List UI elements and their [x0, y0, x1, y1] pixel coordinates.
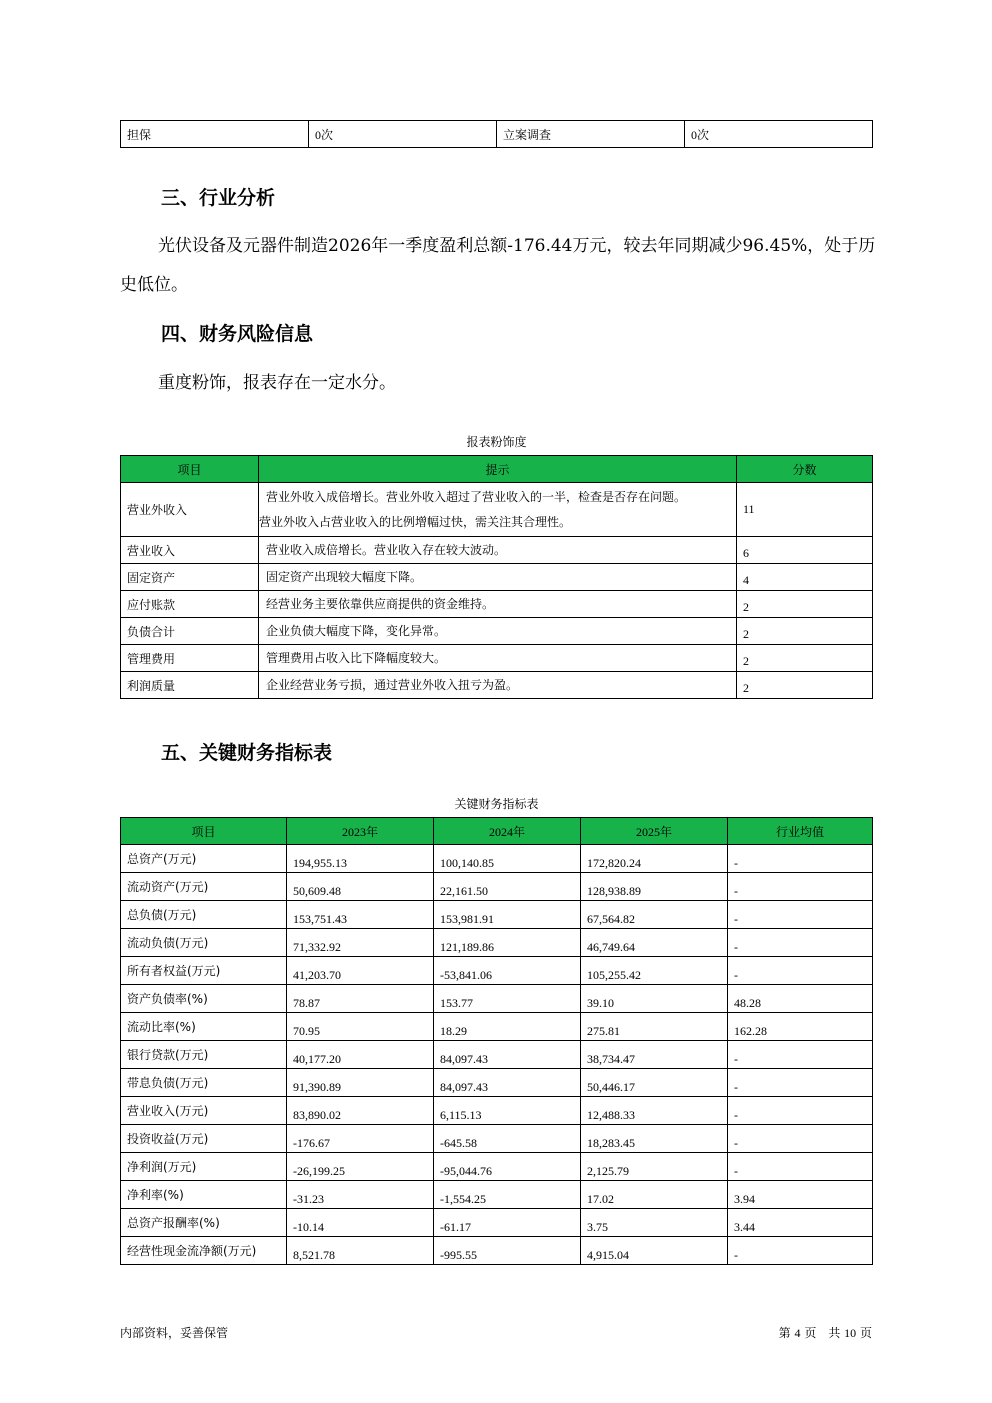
- table-row: [121, 929, 873, 957]
- kpi-value: 3.94: [728, 1181, 873, 1209]
- table-row: [121, 901, 873, 929]
- kpi-table-body: [121, 845, 873, 1265]
- kpi-value: -: [728, 1069, 873, 1097]
- kpi-value: -: [728, 901, 873, 929]
- kpi-value: 4,915.04: [581, 1237, 728, 1265]
- table-row: [121, 957, 873, 985]
- kpi-value: 6,115.13: [434, 1097, 581, 1125]
- kpi-value: 172,820.24: [581, 845, 728, 873]
- kpi-item-label: 银行贷款(万元): [121, 1041, 287, 1069]
- kpi-value: 162.28: [728, 1013, 873, 1041]
- kpi-value: -: [728, 1125, 873, 1153]
- table-row: [121, 1181, 873, 1209]
- kpi-value: 38,734.47: [581, 1041, 728, 1069]
- table-row: [121, 1125, 873, 1153]
- kpi-value: 70.95: [287, 1013, 434, 1041]
- risk-table: [120, 455, 873, 699]
- kpi-value: 78.87: [287, 985, 434, 1013]
- risk-hint-line: 企业负债大幅度下降，变化异常。: [266, 623, 447, 638]
- table-row: [121, 537, 873, 564]
- kpi-value: 128,938.89: [581, 873, 728, 901]
- risk-score: 4: [737, 564, 873, 591]
- kpi-value: 194,955.13: [287, 845, 434, 873]
- kpi-value: -176.67: [287, 1125, 434, 1153]
- kpi-value: -: [728, 1041, 873, 1069]
- table-row: [121, 591, 873, 618]
- risk-hint-line: 营业收入成倍增长。营业收入存在较大波动。: [266, 542, 507, 557]
- risk-hint-line: 固定资产出现较大幅度下降。: [266, 569, 423, 584]
- kpi-item-label: 经营性现金流净额(万元): [121, 1237, 287, 1265]
- risk-item: 管理费用: [121, 645, 259, 672]
- kpi-value: 46,749.64: [581, 929, 728, 957]
- table-row: [121, 564, 873, 591]
- risk-hint: [259, 591, 737, 618]
- kpi-value: 84,097.43: [434, 1041, 581, 1069]
- investigation-label: 立案调查: [497, 121, 685, 148]
- risk-hint: [259, 537, 737, 564]
- footer-confidential-note: 内部资料，妥善保管: [120, 1326, 229, 1340]
- kpi-value: -26,199.25: [287, 1153, 434, 1181]
- kpi-value: 153,751.43: [287, 901, 434, 929]
- table-row: [121, 1041, 873, 1069]
- table-row: [121, 1237, 873, 1265]
- kpi-value: 41,203.70: [287, 957, 434, 985]
- kpi-value: -31.23: [287, 1181, 434, 1209]
- investigation-value: 0次: [685, 121, 873, 148]
- column-header: 项目: [121, 456, 259, 483]
- kpi-value: 50,446.17: [581, 1069, 728, 1097]
- column-header: 分数: [737, 456, 873, 483]
- risk-item: 营业收入: [121, 537, 259, 564]
- kpi-value: 105,255.42: [581, 957, 728, 985]
- risk-hint: [259, 483, 737, 537]
- kpi-value: 121,189.86: [434, 929, 581, 957]
- kpi-item-label: 流动负债(万元): [121, 929, 287, 957]
- risk-hint-line: 企业经营业务亏损，通过营业外收入扭亏为盈。: [266, 677, 519, 692]
- guarantee-value: 0次: [309, 121, 497, 148]
- footer-page-number: [779, 1326, 872, 1340]
- table-row: [121, 645, 873, 672]
- page-mid: 页 共: [804, 1326, 841, 1340]
- risk-score: 6: [737, 537, 873, 564]
- kpi-item-label: 总负债(万元): [121, 901, 287, 929]
- kpi-value: 22,161.50: [434, 873, 581, 901]
- kpi-value: 50,609.48: [287, 873, 434, 901]
- kpi-table: [120, 817, 873, 1265]
- kpi-value: -61.17: [434, 1209, 581, 1237]
- risk-item: 营业外收入: [121, 483, 259, 537]
- kpi-value: -: [728, 873, 873, 901]
- kpi-item-label: 净利率(%): [121, 1181, 287, 1209]
- kpi-value: 17.02: [581, 1181, 728, 1209]
- kpi-value: -1,554.25: [434, 1181, 581, 1209]
- kpi-value: 71,332.92: [287, 929, 434, 957]
- guarantee-table: [120, 120, 873, 148]
- kpi-value: 12,488.33: [581, 1097, 728, 1125]
- risk-hint: [259, 645, 737, 672]
- table-row: [121, 1153, 873, 1181]
- kpi-value: 100,140.85: [434, 845, 581, 873]
- kpi-value: -: [728, 1097, 873, 1125]
- kpi-value: 153.77: [434, 985, 581, 1013]
- kpi-value: 48.28: [728, 985, 873, 1013]
- kpi-value: -: [728, 845, 873, 873]
- kpi-item-label: 流动资产(万元): [121, 873, 287, 901]
- kpi-value: 83,890.02: [287, 1097, 434, 1125]
- risk-score: 11: [737, 483, 873, 537]
- table-row: [121, 1209, 873, 1237]
- risk-paragraph: 重度粉饰，报表存在一定水分。: [158, 373, 396, 393]
- table-row: [121, 618, 873, 645]
- risk-score: 2: [737, 591, 873, 618]
- risk-hint-line: 管理费用占收入比下降幅度较大。: [266, 650, 447, 665]
- kpi-item-label: 总资产(万元): [121, 845, 287, 873]
- risk-table-caption: 报表粉饰度: [466, 435, 527, 449]
- risk-hint: [259, 618, 737, 645]
- risk-score: 2: [737, 672, 873, 699]
- kpi-item-label: 带息负债(万元): [121, 1069, 287, 1097]
- kpi-value: 3.75: [581, 1209, 728, 1237]
- kpi-table-caption: 关键财务指标表: [454, 797, 539, 811]
- page-suffix: 页: [859, 1326, 872, 1340]
- kpi-value: 275.81: [581, 1013, 728, 1041]
- section-heading-industry: 三、行业分析: [161, 187, 276, 209]
- guarantee-label: 担保: [121, 121, 309, 148]
- kpi-value: -: [728, 929, 873, 957]
- kpi-value: -: [728, 957, 873, 985]
- kpi-item-label: 所有者权益(万元): [121, 957, 287, 985]
- column-header: 行业均值: [728, 818, 873, 845]
- kpi-value: -995.55: [434, 1237, 581, 1265]
- table-row: [121, 121, 873, 148]
- kpi-value: 18,283.45: [581, 1125, 728, 1153]
- column-header: 项目: [121, 818, 287, 845]
- kpi-value: -10.14: [287, 1209, 434, 1237]
- risk-score: 2: [737, 618, 873, 645]
- kpi-value: 153,981.91: [434, 901, 581, 929]
- industry-paragraph: 光伏设备及元器件制造2026年一季度盈利总额-176.44万元，较去年同期减少96.45%，处于历史低位。: [120, 236, 876, 295]
- table-header-row: [121, 456, 873, 483]
- risk-item: 应付账款: [121, 591, 259, 618]
- risk-item: 固定资产: [121, 564, 259, 591]
- table-header-row: [121, 818, 873, 845]
- kpi-item-label: 投资收益(万元): [121, 1125, 287, 1153]
- table-row: [121, 1097, 873, 1125]
- column-header: 2024年: [434, 818, 581, 845]
- kpi-value: -53,841.06: [434, 957, 581, 985]
- risk-hint: [259, 672, 737, 699]
- kpi-value: -: [728, 1153, 873, 1181]
- kpi-value: -: [728, 1237, 873, 1265]
- kpi-item-label: 流动比率(%): [121, 1013, 287, 1041]
- risk-hint: [259, 564, 737, 591]
- risk-item: 利润质量: [121, 672, 259, 699]
- column-header: 2023年: [287, 818, 434, 845]
- table-row: [121, 985, 873, 1013]
- kpi-value: 18.29: [434, 1013, 581, 1041]
- page-total: 10: [844, 1326, 857, 1340]
- kpi-value: 84,097.43: [434, 1069, 581, 1097]
- page-prefix: 第: [778, 1326, 791, 1340]
- kpi-item-label: 总资产报酬率(%): [121, 1209, 287, 1237]
- kpi-value: 3.44: [728, 1209, 873, 1237]
- kpi-value: 67,564.82: [581, 901, 728, 929]
- column-header: 2025年: [581, 818, 728, 845]
- kpi-value: 91,390.89: [287, 1069, 434, 1097]
- risk-score: 2: [737, 645, 873, 672]
- risk-item: 负债合计: [121, 618, 259, 645]
- table-row: [121, 873, 873, 901]
- risk-hint-line: 营业外收入成倍增长。营业外收入超过了营业收入的一半，检查是否存在问题。: [266, 489, 687, 504]
- table-row: [121, 483, 873, 537]
- kpi-value: 40,177.20: [287, 1041, 434, 1069]
- kpi-item-label: 营业收入(万元): [121, 1097, 287, 1125]
- table-row: [121, 1013, 873, 1041]
- table-row: [121, 672, 873, 699]
- risk-hint-line: 经营业务主要依靠供应商提供的资金维持。: [266, 596, 495, 611]
- kpi-value: 2,125.79: [581, 1153, 728, 1181]
- section-heading-kpi: 五、关键财务指标表: [161, 742, 333, 764]
- kpi-value: 8,521.78: [287, 1237, 434, 1265]
- kpi-value: -645.58: [434, 1125, 581, 1153]
- table-row: [121, 845, 873, 873]
- page-current: 4: [794, 1326, 801, 1340]
- column-header: 提示: [259, 456, 737, 483]
- kpi-value: 39.10: [581, 985, 728, 1013]
- section-heading-risk: 四、财务风险信息: [161, 323, 314, 345]
- table-row: [121, 1069, 873, 1097]
- kpi-value: -95,044.76: [434, 1153, 581, 1181]
- kpi-item-label: 资产负债率(%): [121, 985, 287, 1013]
- risk-hint-line: 营业外收入占营业收入的比例增幅过快，需关注其合理性。: [259, 514, 572, 529]
- kpi-item-label: 净利润(万元): [121, 1153, 287, 1181]
